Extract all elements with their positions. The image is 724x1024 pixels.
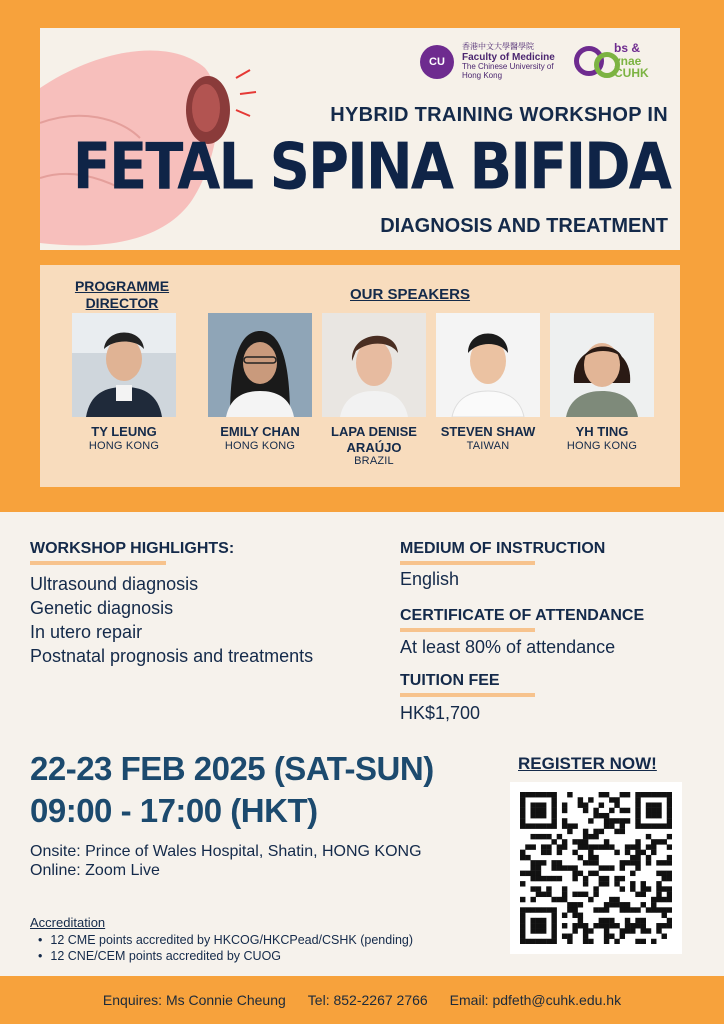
faculty-university: The Chinese University of Hong Kong	[462, 62, 554, 80]
person-photo	[72, 313, 176, 417]
og-line1: bs &	[614, 41, 641, 55]
highlights-heading: WORKSHOP HIGHLIGHTS:	[30, 540, 235, 557]
person-photo	[208, 313, 312, 417]
person-location: HONG KONG	[88, 439, 160, 452]
person-card	[550, 313, 654, 452]
accreditation-heading: Accreditation	[30, 915, 106, 930]
person-location: HONG KONG	[224, 439, 296, 452]
list-item: Postnatal prognosis and treatments	[30, 646, 314, 666]
cu-medicine-logo: CU	[420, 45, 454, 79]
event-online: Online: Zoom Live	[30, 862, 160, 879]
footer-tel[interactable]: Tel: 852-2267 2766	[307, 992, 428, 1008]
person-photo	[550, 313, 654, 417]
hero-subtitle-bottom: DIAGNOSIS AND TREATMENT	[380, 215, 668, 237]
qr-code-icon	[520, 792, 672, 944]
fee-underline	[400, 693, 535, 697]
fee-heading: TUITION FEE	[400, 672, 500, 689]
certificate-value: At least 80% of attendance	[400, 637, 616, 657]
person-card	[322, 313, 426, 467]
faculty-chinese-name: 香港中文大學醫學院	[462, 42, 534, 52]
event-date: 22-23 FEB 2025 (SAT-SUN)	[30, 750, 434, 787]
speakers-panel	[40, 265, 680, 487]
person-name: YH TING	[575, 424, 629, 439]
list-item: • 12 CME points accredited by HKCOG/HKCPead/CSHK (pending)	[38, 932, 413, 948]
person-photo	[436, 313, 540, 417]
programme-director-heading: PROGRAMME DIRECTOR	[74, 278, 170, 311]
person-card	[72, 313, 176, 452]
certificate-heading: CERTIFICATE OF ATTENDANCE	[400, 607, 645, 624]
hero-title: FETAL SPINA BIFIDA	[72, 130, 670, 205]
person-photo	[322, 313, 426, 417]
person-card	[208, 313, 312, 452]
person-name: TY LEUNG	[91, 424, 157, 439]
footer-enquiries: Enquires: Ms Connie Cheung	[102, 992, 286, 1008]
event-time: 09:00 - 17:00 (HKT)	[30, 792, 318, 829]
event-onsite: Onsite: Prince of Wales Hospital, Shatin, HONG KONG	[30, 843, 422, 860]
list-item: Genetic diagnosis	[30, 598, 174, 618]
hero-subtitle-top: HYBRID TRAINING WORKSHOP IN	[330, 104, 668, 126]
fee-value: HK$1,700	[400, 703, 481, 723]
og-logo-text	[614, 42, 649, 80]
registration-qr-code[interactable]	[510, 782, 682, 954]
our-speakers-heading: OUR SPEAKERS	[350, 286, 471, 303]
footer-bar	[0, 976, 724, 1024]
person-location: BRAZIL	[354, 455, 394, 468]
og-line2: ynae	[614, 53, 642, 68]
certificate-underline	[400, 628, 535, 632]
person-name: STEVEN SHAW	[440, 424, 536, 439]
logo-group	[420, 42, 666, 82]
medium-heading: MEDIUM OF INSTRUCTION	[400, 540, 606, 557]
medium-underline	[400, 561, 535, 565]
person-card	[436, 313, 540, 452]
person-name: LAPA DENISE ARAÚJO	[331, 424, 417, 455]
og-line3: CUHK	[614, 66, 649, 81]
faculty-name: Faculty of Medicine	[462, 52, 555, 64]
person-name: EMILY CHAN	[220, 424, 300, 439]
medium-value: English	[400, 569, 460, 589]
faculty-of-medicine-logo	[462, 43, 566, 80]
list-item: Ultrasound diagnosis	[30, 574, 199, 594]
highlights-underline	[30, 561, 166, 565]
list-item: • 12 CNE/CEM points accredited by CUOG	[38, 948, 413, 964]
footer-email[interactable]: Email: pdfeth@cuhk.edu.hk	[449, 992, 622, 1008]
person-location: TAIWAN	[466, 439, 510, 452]
person-location: HONG KONG	[566, 439, 638, 452]
list-item: In utero repair	[30, 622, 143, 642]
hero-banner	[40, 28, 680, 250]
accreditation-list	[38, 932, 413, 964]
highlights-list	[30, 572, 313, 668]
register-now-link[interactable]: REGISTER NOW!	[518, 754, 657, 773]
obs-gynae-cuhk-logo	[574, 42, 666, 82]
